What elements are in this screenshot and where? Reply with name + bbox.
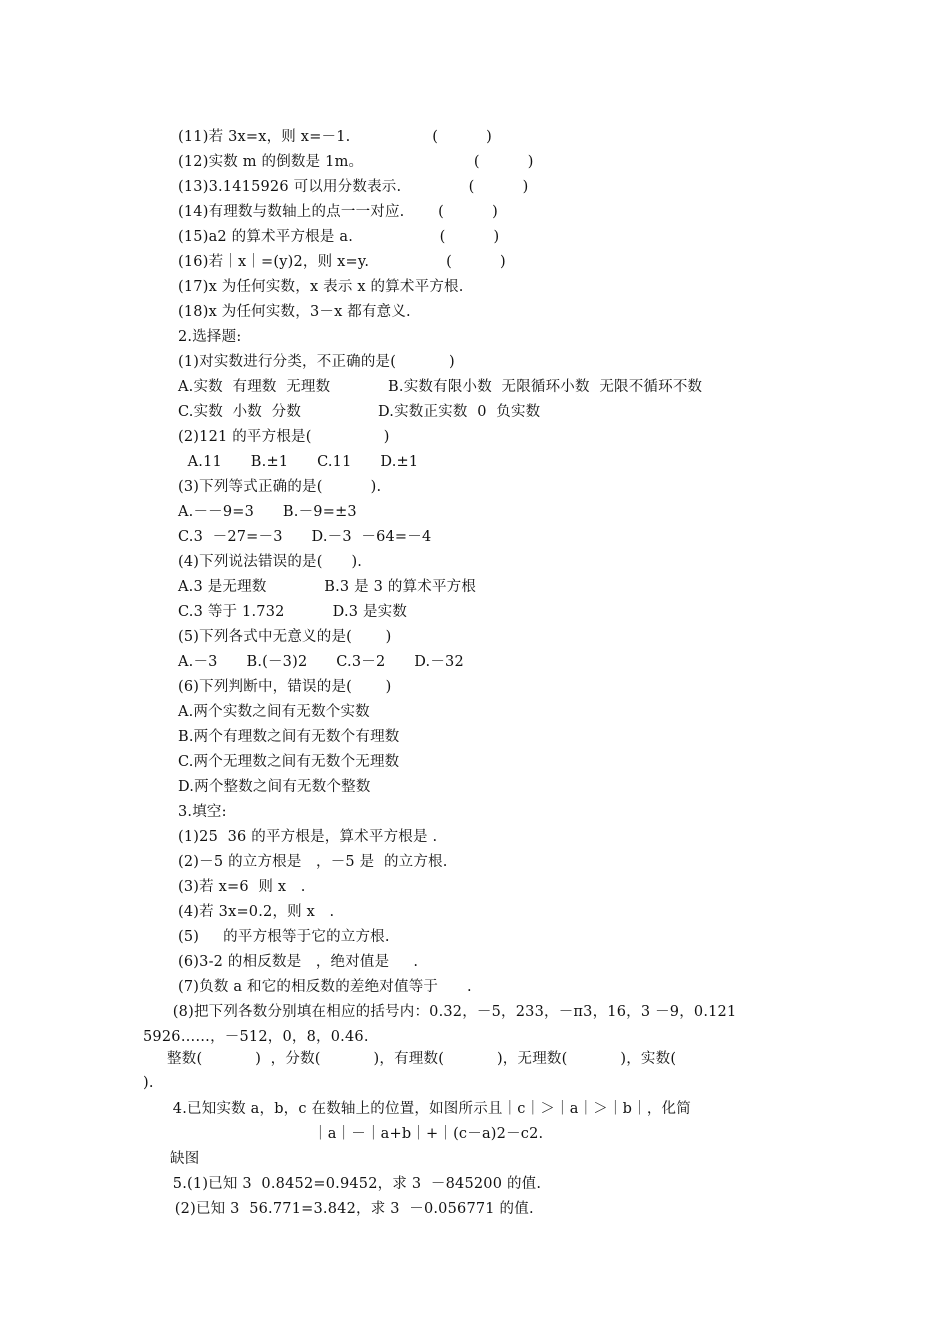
fill-question-8: (8)把下列各数分别填在相应的括号内：0.32，－5，233，－π3，16，3 －9，0.121 [168, 1004, 737, 1020]
question-11: (11)若 3x=x，则 x=－1. ( ) [178, 129, 493, 145]
question-18: (18)x 为任何实数，3－x 都有意义. [178, 304, 411, 320]
choice-option-row: A.3 是无理数 B.3 是 3 的算术平方根 [178, 579, 477, 595]
choice-option-row: B.两个有理数之间有无数个有理数 [178, 729, 400, 745]
question-12: (12)实数 m 的倒数是 1m。 ( ) [178, 154, 534, 170]
choice-option-row: C.两个无理数之间有无数个无理数 [178, 754, 400, 770]
choice-option-row: A.两个实数之间有无数个实数 [178, 704, 370, 720]
problem-5-part-2: (2)已知 3 56.771=3.842，求 3 －0.056771 的值. [170, 1201, 534, 1217]
choice-question-4: (4)下列说法错误的是( ). [178, 554, 363, 570]
fill-question-5: (5) 的平方根等于它的立方根. [178, 929, 390, 945]
choice-option-row: A.－－9=3 B.－9=±3 [178, 504, 357, 520]
choice-option-row: A.11 B.±1 C.11 D.±1 [178, 454, 419, 470]
fill-question-2: (2)－5 的立方根是 ，－5 是 的立方根. [178, 854, 448, 870]
section-heading-choice: 2.选择题: [178, 329, 242, 345]
category-brackets-end: ). [143, 1075, 154, 1091]
fill-question-4: (4)若 3x=0.2，则 x . [178, 904, 335, 920]
question-15: (15)a2 的算术平方根是 a. ( ) [178, 229, 500, 245]
problem-5-part-1: 5.(1)已知 3 0.8452=0.9452，求 3 －845200 的值. [168, 1176, 542, 1192]
choice-option-row: C.实数 小数 分数 D.实数正实数 0 负实数 [178, 404, 541, 420]
choice-option-row: D.两个整数之间有无数个整数 [178, 779, 371, 795]
section-heading-fill: 3.填空: [178, 804, 227, 820]
fill-question-6: (6)3-2 的相反数是 ，绝对值是 . [178, 954, 419, 970]
problem-4-expression: ｜a｜－｜a+b｜+｜(c－a)2－c2. [313, 1126, 544, 1142]
fill-question-8-continued: 5926……，－512，0，8，0.46. [143, 1029, 369, 1045]
fill-question-3: (3)若 x=6 则 x . [178, 879, 306, 895]
choice-option-row: A.实数 有理数 无理数 B.实数有限小数 无限循环小数 无限不循环不数 [178, 379, 703, 395]
missing-figure-note: 缺图 [170, 1151, 200, 1167]
choice-question-1: (1)对实数进行分类，不正确的是( ) [178, 354, 455, 370]
choice-question-2: (2)121 的平方根是( ) [178, 429, 390, 445]
fill-question-1: (1)25 36 的平方根是，算术平方根是 . [178, 829, 438, 845]
fill-question-7: (7)负数 a 和它的相反数的差绝对值等于 . [178, 979, 472, 995]
choice-option-row: A.－3 B.(－3)2 C.3－2 D.－32 [178, 654, 464, 670]
category-brackets: 整数( ) ，分数( )，有理数( )，无理数( )，实数( [143, 1051, 677, 1067]
choice-option-row: C.3 －27=－3 D.－3 －64=－4 [178, 529, 432, 545]
choice-question-3: (3)下列等式正确的是( ). [178, 479, 382, 495]
question-16: (16)若｜x｜=(y)2，则 x=y. ( ) [178, 254, 506, 270]
question-13: (13)3.1415926 可以用分数表示. ( ) [178, 179, 529, 195]
choice-question-6: (6)下列判断中，错误的是( ) [178, 679, 392, 695]
question-17: (17)x 为任何实数，x 表示 x 的算术平方根. [178, 279, 464, 295]
choice-question-5: (5)下列各式中无意义的是( ) [178, 629, 392, 645]
problem-4: 4.已知实数 a，b，c 在数轴上的位置，如图所示且｜c｜＞｜a｜＞｜b｜，化简 [168, 1101, 691, 1117]
choice-option-row: C.3 等于 1.732 D.3 是实数 [178, 604, 408, 620]
question-14: (14)有理数与数轴上的点一一对应. ( ) [178, 204, 498, 220]
